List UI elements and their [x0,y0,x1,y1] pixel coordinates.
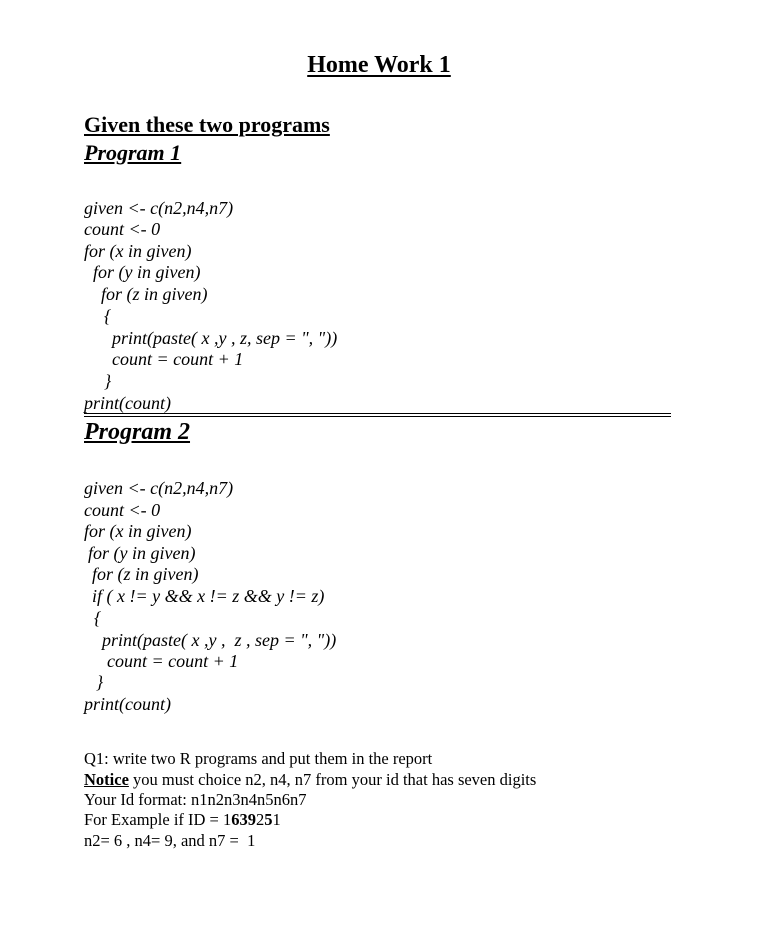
code-line: for (z in given) [101,284,208,304]
example-line [84,810,281,830]
code-line: for (x in given) [84,521,192,541]
example-highlight: 639 [231,810,256,829]
code-line: print(count) [84,393,171,413]
example-values: n2= 6 , n4= 9, and n7 = 1 [84,831,256,850]
code-line: count = count + 1 [107,651,239,671]
code-line: given <- c(n2,n4,n7) [84,198,234,218]
section-divider [84,413,671,414]
example-prefix: For Example if ID = 1 [84,810,232,829]
code-line: for (z in given) [92,564,199,584]
notice-label: Notice [84,770,129,789]
page-title: Home Work 1 [307,52,451,78]
example-highlight: 5 [264,810,273,829]
code-line: print(paste( x ,y , z , sep = ", ")) [102,630,337,650]
code-line: count = count + 1 [112,349,244,369]
code-line: { [94,608,102,628]
code-line: print(count) [84,694,171,714]
code-line: for (y in given) [88,543,196,563]
notice-text: you must choice n2, n4, n7 from your id that has seven digits [128,770,537,789]
code-line: for (x in given) [84,241,192,261]
code-line: } [96,672,104,692]
code-line: given <- c(n2,n4,n7) [84,478,234,498]
code-line: count <- 0 [84,500,161,520]
code-line: print(paste( x ,y , z, sep = ", ")) [112,328,338,348]
code-line: count <- 0 [84,219,161,239]
id-format: Your Id format: n1n2n3n4n5n6n7 [84,790,307,809]
example-mid: 2 [256,810,265,829]
section-divider [84,416,671,417]
question-q1: Q1: write two R programs and put them in the report [84,749,433,768]
code-line: } [104,371,112,391]
intro-heading: Given these two programs [84,112,330,137]
code-line: { [104,306,112,326]
program2-heading: Program 2 [84,419,191,445]
program1-heading: Program 1 [84,140,182,165]
code-line: for (y in given) [93,262,201,282]
example-end: 1 [272,810,281,829]
notice-line [84,770,536,790]
code-line: if ( x != y && x != z && y != z) [92,586,325,606]
